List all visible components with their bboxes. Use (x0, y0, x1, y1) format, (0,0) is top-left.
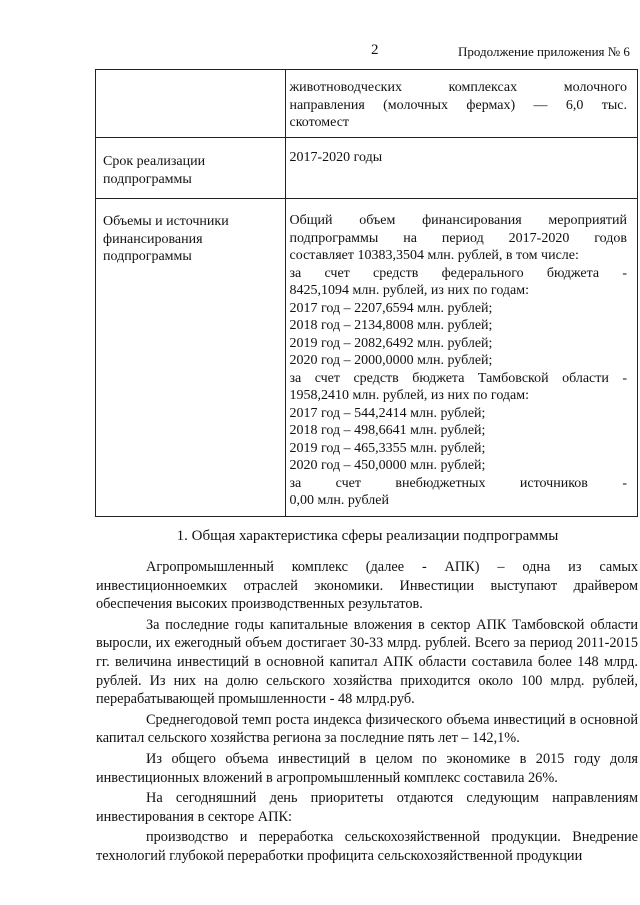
table-cell-value (285, 199, 638, 517)
text-line: 2019 год – 465,3355 млн. рублей; (289, 440, 486, 456)
subprogram-passport-table (95, 69, 638, 517)
text-line: Общий объем финансирования мероприятий (289, 213, 627, 228)
text-line: 2019 год – 2082,6492 млн. рублей; (289, 335, 493, 351)
text-line: 2018 год – 2134,8008 млн. рублей; (289, 318, 493, 333)
text-line: 8425,1094 млн. рублей, из них по годам: (289, 283, 530, 298)
text-line: направления (молочных фермах) — 6,0 тыс. (289, 97, 627, 113)
section-title: 1. Общая характеристика сферы реализации подпрограммы (176, 528, 559, 544)
table-cell-label (96, 138, 286, 199)
text-line: за счет средств федерального бюджета - (289, 265, 627, 281)
text-line: 2020 год – 450,0000 млн. рублей; (289, 458, 486, 473)
text-line: подпрограммы на период 2017-2020 годов (289, 230, 627, 246)
paragraph: Среднегодовой темп роста индекса физического объема инвестиций в основной капитал сельского хозяйства региона за последние пять лет – 142,1%. (96, 711, 638, 747)
paragraph: На сегодняшний день приоритеты отдаются следующим направлениям инвестирования в секторе АПК: (96, 790, 638, 825)
page-number: 2 (371, 42, 379, 58)
label-line: Объемы и источники (103, 214, 229, 229)
paragraph: Агропромышленный комплекс (далее - АПК) – одна из самых инвестиционноемких отраслей экономики. Инвестиции выступают драйвером обеспечения высоких производственных результатов. (96, 559, 638, 613)
table-cell-value (285, 138, 638, 199)
table-cell-label (96, 199, 286, 517)
table-row (96, 70, 638, 138)
text-line: составляет 10383,3504 млн. рублей, в том числе: (289, 248, 579, 263)
text-line: 2020 год – 2000,0000 млн. рублей; (289, 353, 493, 368)
table-row (96, 138, 638, 199)
paragraph: За последние годы капитальные вложения в сектор АПК Тамбовской области выросли, их ежегодный объем достигает 30-33 млрд. рублей. Всего за период 2011-2015 гг. величина инвестиций в основной капитал АПК области составила более 148 млрд. рублей. Из них на долю сельского хозяйства приходится около 100 млрд. рублей, перерабатывающей промышленности - 48 млрд.руб. (96, 616, 638, 708)
text-line: животноводческих комплексах молочного (289, 80, 627, 95)
section-body (96, 558, 638, 866)
paragraph: производство и переработка сельскохозяйственной продукции. Внедрение технологий глубокой переработки профицита сельскохозяйственной продукции (96, 829, 638, 864)
label-line: финансирования (103, 231, 203, 247)
text-line: за счет внебюджетных источников - (289, 475, 627, 491)
text-line: за счет средств бюджета Тамбовской области - (289, 370, 627, 386)
text-line: 2017 год – 544,2414 млн. рублей; (289, 405, 486, 421)
label-line: Срок реализации (103, 154, 206, 169)
table-row (96, 199, 638, 517)
label-line: подпрограммы (103, 171, 192, 187)
appendix-note: Продолжение приложения № 6 (458, 44, 630, 59)
table-cell-empty-label (96, 70, 286, 138)
paragraph: Из общего объема инвестиций в целом по экономике в 2015 году доля инвестиционных вложений в агропромышленный комплекс составила 26%. (96, 750, 638, 786)
implementation-period: 2017-2020 годы (289, 150, 383, 165)
text-line: скотомест (289, 115, 350, 130)
table-cell-value (285, 70, 638, 138)
text-line: 0,00 млн. рублей (289, 493, 389, 508)
text-line: 2018 год – 498,6641 млн. рублей; (289, 423, 486, 438)
page-header (0, 42, 640, 62)
label-line: подпрограммы (103, 249, 192, 264)
text-line: 2017 год – 2207,6594 млн. рублей; (289, 300, 493, 316)
text-line: 1958,2410 млн. рублей, из них по годам: (289, 388, 530, 403)
